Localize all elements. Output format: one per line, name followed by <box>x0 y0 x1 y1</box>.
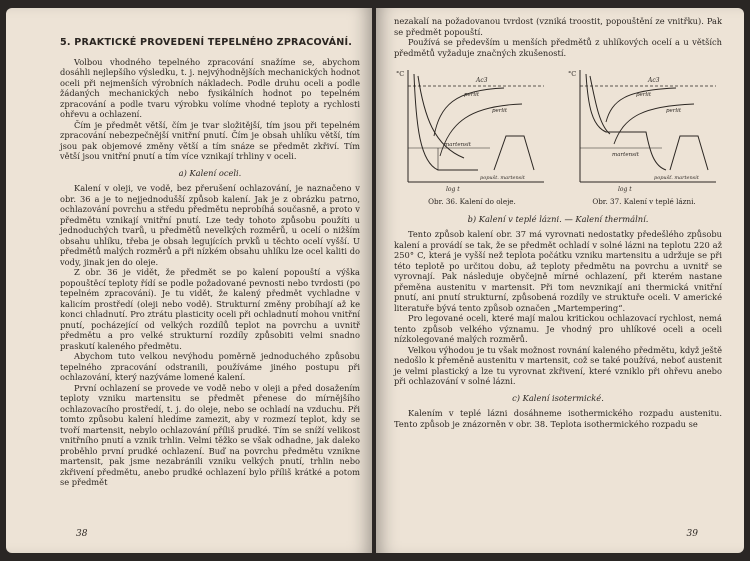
subheading: a) Kalení oceli. <box>178 167 242 178</box>
book-spread <box>6 8 744 553</box>
figure-37-caption: Obr. 37. Kalení v teplé lázni. <box>592 197 696 206</box>
figure-36-caption: Obr. 36. Kalení do oleje. <box>428 197 516 206</box>
figure-36-diagram <box>394 66 550 194</box>
subheading: c) Kalení isotermické. <box>512 392 604 403</box>
perlit-label: perlit <box>666 108 682 114</box>
paragraph: Kalení v oleji, ve vodě, bez přerušení ochlazování, je naznačeno v obr. 36 a je to nejjednodušší způsob kalení. Jak je z obrázku patrno, ochlazování povrchu a středu předmětu neprobíhá současně, a proto v předmětu vznikají vnitřní pnutí. Lze tedy tohoto způsobu použíti u jednoduchých tvarů, u předmětů nevelkých rozměrů, u ocelí o nižším obsahu uhlíku, třeba je obsah legujících prvků u těchto ocelí vyšší. U předmětů malých rozměrů a při nízkém obsahu uhlíku lze ocel kaliti do vody, jinak jen do oleje. <box>60 183 360 267</box>
popust-martensit-label: popušt. martensit <box>480 175 525 181</box>
paragraph: Pro legované oceli, které mají malou kritickou ochlazovací rychlost, nemá tento způsob velkého významu. Je vhodný pro uhlíkové oceli a oceli nízkolegované malých rozměrů. <box>394 313 722 344</box>
x-axis-label: log t <box>618 186 632 193</box>
popust-martensit-label: popušť. martensit <box>654 175 699 181</box>
paragraph: nezakalí na požadovanou tvrdost (vzniká troostit, popouštění ze vnitřku). Pak se předmět popouští. <box>394 16 722 37</box>
martensit-label: martensit <box>612 152 639 158</box>
y-axis-label: °C <box>396 70 405 78</box>
subheading: b) Kalení v teplé lázni. — Kalení thermální. <box>467 213 649 224</box>
perlit-label: perlit <box>492 108 508 114</box>
perlit-label: perlit <box>636 92 652 98</box>
paragraph: Velkou výhodou je tu však možnost rovnání kaleného předmětu, když ještě nedošlo k přeměně austenitu v martensit, což se také používá, neboť austenit je velmi plastický a lze tu vyrovnat zkřivení, které vzniklo při ohřevu anebo při ochlazování v solné lázni. <box>394 344 722 386</box>
figure-36 <box>394 66 550 208</box>
figure-37-diagram <box>566 66 722 194</box>
left-text-column <box>60 38 360 488</box>
page-number: 38 <box>76 529 88 539</box>
martensit-label: martensit <box>444 142 471 148</box>
figures-row <box>394 66 722 208</box>
x-axis-label: log t <box>446 186 460 193</box>
left-page <box>6 8 372 553</box>
page-number: 39 <box>686 529 698 539</box>
perlit-label: perlit <box>464 92 480 98</box>
ac3-label: Ac3 <box>476 77 488 84</box>
y-axis-label: °C <box>568 70 577 78</box>
section-heading: 5. PRAKTICKÉ PROVEDENÍ TEPELNÉHO ZPRACOVÁNÍ. <box>60 37 353 48</box>
right-page <box>376 8 744 553</box>
paragraph: Z obr. 36 je vidět, že předmět se po kalení popouští a výška popouštěcí teploty řídí se podle požadované pevnosti nebo tvrdosti (po tepelném zpracování). Je tu vidět, že kalený předmět vychladne v kalicím prostředí (oleji nebo vodě). Strukturní změny probíhají až ke konci chladnutí. Pro ztrátu plasticity oceli při ochladnutí mohou vnitřní pnutí, pocházející od velkých rozdílů teplot na povrchu a uvnitř předmětu a pro velké strukturní rozdíly způsobiti velmi snadno praskutí kaleného předmětu. <box>60 267 360 351</box>
paragraph: Používá se především u menších předmětů z uhlíkových ocelí a u větších předmětů vyžaduje značných zkušeností. <box>394 37 722 58</box>
paragraph: Volbou vhodného tepelného zpracování snažíme se, abychom dosáhli nejlepšího výsledku, t. j. nejvýhodnějších mechanických hodnot oceli při nejmenších výrobních nákladech. Podle druhu oceli a podle žádaných mechanických nebo fysikálních hodnot po tepelném zpracování a podle tvaru výrobku volíme vhodné teploty a rychlosti ohřevu a ochlazení. <box>60 56 360 119</box>
paragraph: První ochlazení se provede ve vodě nebo v oleji a před dosažením teploty vzniku martensitu se předmět přenese do mírnějšího ochlazovacího prostředí, t. j. do oleje, nebo se ochladí na vzduchu. Při tomto způsobu kalení hledíme zamezit, aby v rozmezí teplot, kdy se tvoří martensit, nebylo ochlazování příliš prudké. Tím se sníží velikost vnitřního pnutí a vznik trhlin. Velmi těžko se však odhadne, jak daleko proběhlo první prudké ochlazení. Buď na povrchu předmětu vznikne martensit, pak jsme nezabránili vzniku velkých pnutí, trhlin nebo zkřivení předmětu, anebo prudké ochlazení bylo příliš krátké a potom se předmět <box>60 382 360 487</box>
paragraph: Abychom tuto velkou nevýhodu poměrně jednoduchého způsobu tepelného zpracování odstranili, používáme jiného postupu při ochlazování, který nazýváme lomené kalení. <box>60 351 360 382</box>
paragraph: Čím je předmět větší, čím je tvar složitější, tím jsou při tepelném zpracování nebezpečnější vnitřní pnutí. Čím je obsah uhlíku větší, tím jsou pak objemové změny větší a tím snáze se předmět zkřiví. Tím větší jsou vnitřní pnutí a tím více vznikají trhliny v oceli. <box>60 119 360 161</box>
paragraph: Tento způsob kalení obr. 37 má vyrovnati nedostatky předešlého způsobu kalení a provádí se tak, že se předmět ochladí v solné lázni na teplotu 220 až 250° C, která je vyšší než teplota počátku vzniku martensitu a udržuje se při této teplotě po určitou dobu, až teploty předmětu na povrchu a uvnitř se vyrovnají. Pak následuje obyčejně mírné ochlazení, při kterém nastane přeměna austenitu v martensit. Při tom nevznikají ani thermická vnitřní pnutí, ani pnutí strukturní, způsobená rozdíly ve struktuře oceli. V americké literatuře bývá tento způsob označen „Martempering“. <box>394 229 722 313</box>
ac3-label: Ac3 <box>648 77 660 84</box>
paragraph: Kalením v teplé lázni dosáhneme isothermického rozpadu austenitu. Tento způsob je znázorněn v obr. 38. Teplota isothermického rozpadu se <box>394 408 722 429</box>
right-text-column <box>394 16 722 429</box>
figure-37 <box>566 66 722 208</box>
